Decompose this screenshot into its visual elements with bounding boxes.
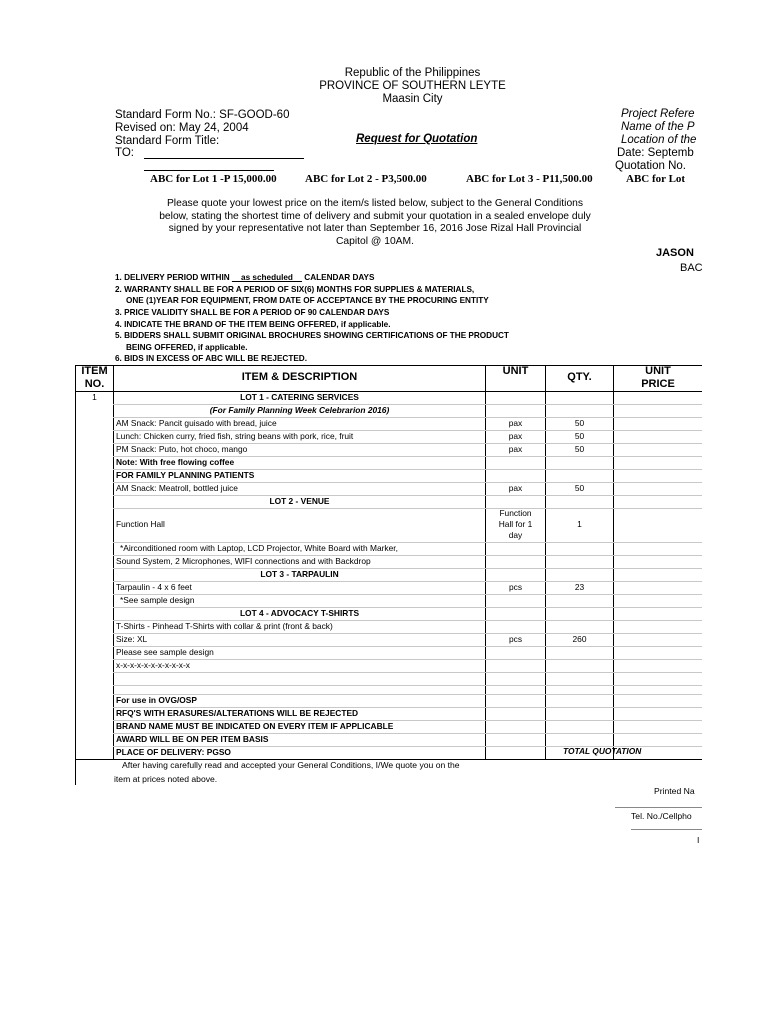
unit-cell: pax: [508, 418, 523, 428]
header-unit-price-1: UNIT: [645, 365, 671, 377]
row-divider: [113, 508, 702, 509]
unit-cell: pax: [508, 444, 523, 454]
col-item-desc-divider: [113, 365, 114, 760]
table-row-tshirts: T-Shirts - Pinhead T-Shirts with collar & print (front & back): [116, 621, 333, 631]
row-divider: [113, 694, 702, 695]
footer-tail: I: [697, 835, 700, 845]
row-divider: [113, 633, 702, 634]
printed-name-label: Printed Na: [654, 786, 695, 796]
row-divider: [113, 581, 702, 582]
table-row-brand: BRAND NAME MUST BE INDICATED ON EVERY ITEM IF APPLICABLE: [116, 721, 394, 731]
abc-lot1: ABC for Lot 1 -P 15,000.00: [150, 173, 277, 185]
qty-cell: 260: [572, 634, 587, 644]
abc-lot2: ABC for Lot 2 - P3,500.00: [305, 173, 427, 185]
header-qty: QTY.: [567, 371, 592, 383]
tel-line: [631, 829, 702, 830]
acceptance-line-1: After having carefully read and accepted your General Conditions, I/We quote you on the: [122, 760, 460, 770]
unit-cell: pax: [508, 483, 523, 493]
acceptance-line-2: item at prices noted above.: [114, 774, 218, 784]
table-top-border: [75, 365, 702, 366]
signatory-org: BAC: [680, 262, 703, 274]
header-city: Maasin City: [382, 93, 443, 105]
table-row-rfq: RFQ'S WITH ERASURES/ALTERATIONS WILL BE REJECTED: [116, 708, 359, 718]
table-row-family-planning: FOR FAMILY PLANNING PATIENTS: [116, 470, 255, 480]
condition-5: 5. BIDDERS SHALL SUBMIT ORIGINAL BROCHURES SHOWING CERTIFICATIONS OF THE PRODUCT: [115, 331, 509, 340]
date-label: Date: Septemb: [617, 147, 694, 159]
table-row-note: Note: With free flowing coffee: [116, 457, 235, 467]
to-label: TO:: [115, 147, 134, 159]
printed-name-line: [615, 807, 702, 808]
qty-cell: 50: [574, 444, 585, 454]
header-province: PROVINCE OF SOUTHERN LEYTE: [319, 80, 506, 92]
item-number: 1: [92, 392, 97, 402]
lot4-title: LOT 4 - ADVOCACY T-SHIRTS: [239, 608, 360, 618]
lot3-title: LOT 3 - TARPAULIN: [260, 569, 339, 579]
project-name: Name of the P: [621, 121, 695, 133]
condition-1-post: CALENDAR DAYS: [302, 273, 375, 282]
condition-2: 2. WARRANTY SHALL BE FOR A PERIOD OF SIX(6) MONTHS FOR SUPPLIES & MATERIALS,: [115, 285, 475, 294]
to-underline-2: [144, 170, 274, 171]
header-no: NO.: [84, 378, 105, 390]
tel-label: Tel. No./Cellpho: [631, 811, 692, 821]
table-row-am-snack: AM Snack: Pancit guisado with bread, juice: [116, 418, 277, 428]
lot2-title: LOT 2 - VENUE: [269, 496, 330, 506]
table-row-lunch: Lunch: Chicken curry, fried fish, string beans with pork, rice, fruit: [116, 431, 354, 441]
header-description: ITEM & DESCRIPTION: [241, 371, 358, 383]
row-divider: [113, 659, 702, 660]
qty-cell: 1: [577, 519, 582, 529]
col-left-border: [75, 365, 76, 785]
unit-cell: Function: [499, 508, 532, 518]
form-number: Standard Form No.: SF-GOOD-60: [115, 109, 290, 121]
unit-cell: day: [508, 530, 523, 540]
table-row-place: PLACE OF DELIVERY: PGSO: [116, 747, 231, 757]
table-row-see-design: *See sample design: [120, 595, 195, 605]
condition-3: 3. PRICE VALIDITY SHALL BE FOR A PERIOD OF 90 CALENDAR DAYS: [115, 308, 390, 317]
unit-cell: pcs: [508, 634, 523, 644]
row-divider: [113, 672, 702, 673]
qty-cell: 50: [574, 483, 585, 493]
header-item: ITEM: [81, 365, 108, 377]
project-reference: Project Refere: [621, 108, 695, 120]
table-row-award: AWARD WILL BE ON PER ITEM BASIS: [116, 734, 269, 744]
row-divider: [113, 685, 702, 686]
unit-cell: pax: [508, 431, 523, 441]
table-row-size: Size: XL: [116, 634, 148, 644]
condition-4: 4. INDICATE THE BRAND OF THE ITEM BEING OFFERED, if applicable.: [115, 320, 391, 329]
condition-5-continued: BEING OFFERED, if applicable.: [126, 343, 248, 352]
qty-cell: 50: [574, 431, 585, 441]
unit-cell: pcs: [508, 582, 523, 592]
signatory-name: JASON: [656, 247, 694, 259]
col-qty-price-divider: [613, 365, 614, 760]
form-revised: Revised on: May 24, 2004: [115, 122, 249, 134]
to-underline: [144, 158, 304, 159]
lot1-title: LOT 1 - CATERING SERVICES: [240, 392, 359, 402]
table-row-separator: x-x-x-x-x-x-x-x-x-x-x: [116, 660, 190, 670]
total-quotation-label: TOTAL QUOTATION: [563, 746, 642, 756]
header-republic: Republic of the Philippines: [344, 67, 481, 79]
unit-cell: Hall for 1: [498, 519, 533, 529]
condition-2-continued: ONE (1)YEAR FOR EQUIPMENT, FROM DATE OF ACCEPTANCE BY THE PROCURING ENTITY: [126, 296, 489, 305]
abc-lot3: ABC for Lot 3 - P11,500.00: [466, 173, 593, 185]
condition-1-value: as scheduled: [231, 273, 302, 282]
qty-cell: 23: [574, 582, 585, 592]
table-row-am-snack-2: AM Snack: Meatroll, bottled juice: [116, 483, 238, 493]
instruction-paragraph: [115, 198, 595, 249]
table-row-ovg: For use in OVG/OSP: [116, 695, 197, 705]
table-row-function-hall: Function Hall: [116, 519, 165, 529]
abc-lot4: ABC for Lot: [626, 173, 686, 185]
table-row-pm-snack: PM Snack: Puto, hot choco, mango: [116, 444, 248, 454]
qty-cell: 50: [574, 418, 585, 428]
lot1-subtitle: (For Family Planning Week Celebrarion 2016): [209, 405, 390, 415]
table-row-sound: Sound System, 2 Microphones, WIFI connections and with Backdrop: [116, 556, 371, 566]
condition-1-pre: 1. DELIVERY PERIOD WITHIN: [115, 273, 232, 282]
quotation-no-label: Quotation No.: [615, 160, 686, 172]
table-row-tarpaulin: Tarpaulin - 4 x 6 feet: [116, 582, 192, 592]
condition-6: 6. BIDS IN EXCESS OF ABC WILL BE REJECTED.: [115, 354, 307, 363]
header-unit-price-2: PRICE: [641, 378, 675, 390]
instruction-text: Please quote your lowest price on the item/s listed below, subject to the General Conditions below, stating the shortest time of delivery and submit your quotation in a sealed envelope duly signed by your representative not later than September 16, 2016 Jose Rizal Hall Provincial Capitol @ 10AM.: [159, 198, 591, 248]
form-title-label: Standard Form Title:: [115, 135, 220, 147]
project-location: Location of the: [621, 134, 697, 146]
table-row-aircon: *Airconditioned room with Laptop, LCD Projector, White Board with Marker,: [120, 543, 398, 553]
condition-1: [115, 272, 374, 284]
header-unit: UNIT: [502, 365, 529, 377]
row-divider: [113, 594, 702, 595]
table-row-please-see: Please see sample design: [116, 647, 214, 657]
form-title: Request for Quotation: [356, 133, 478, 145]
